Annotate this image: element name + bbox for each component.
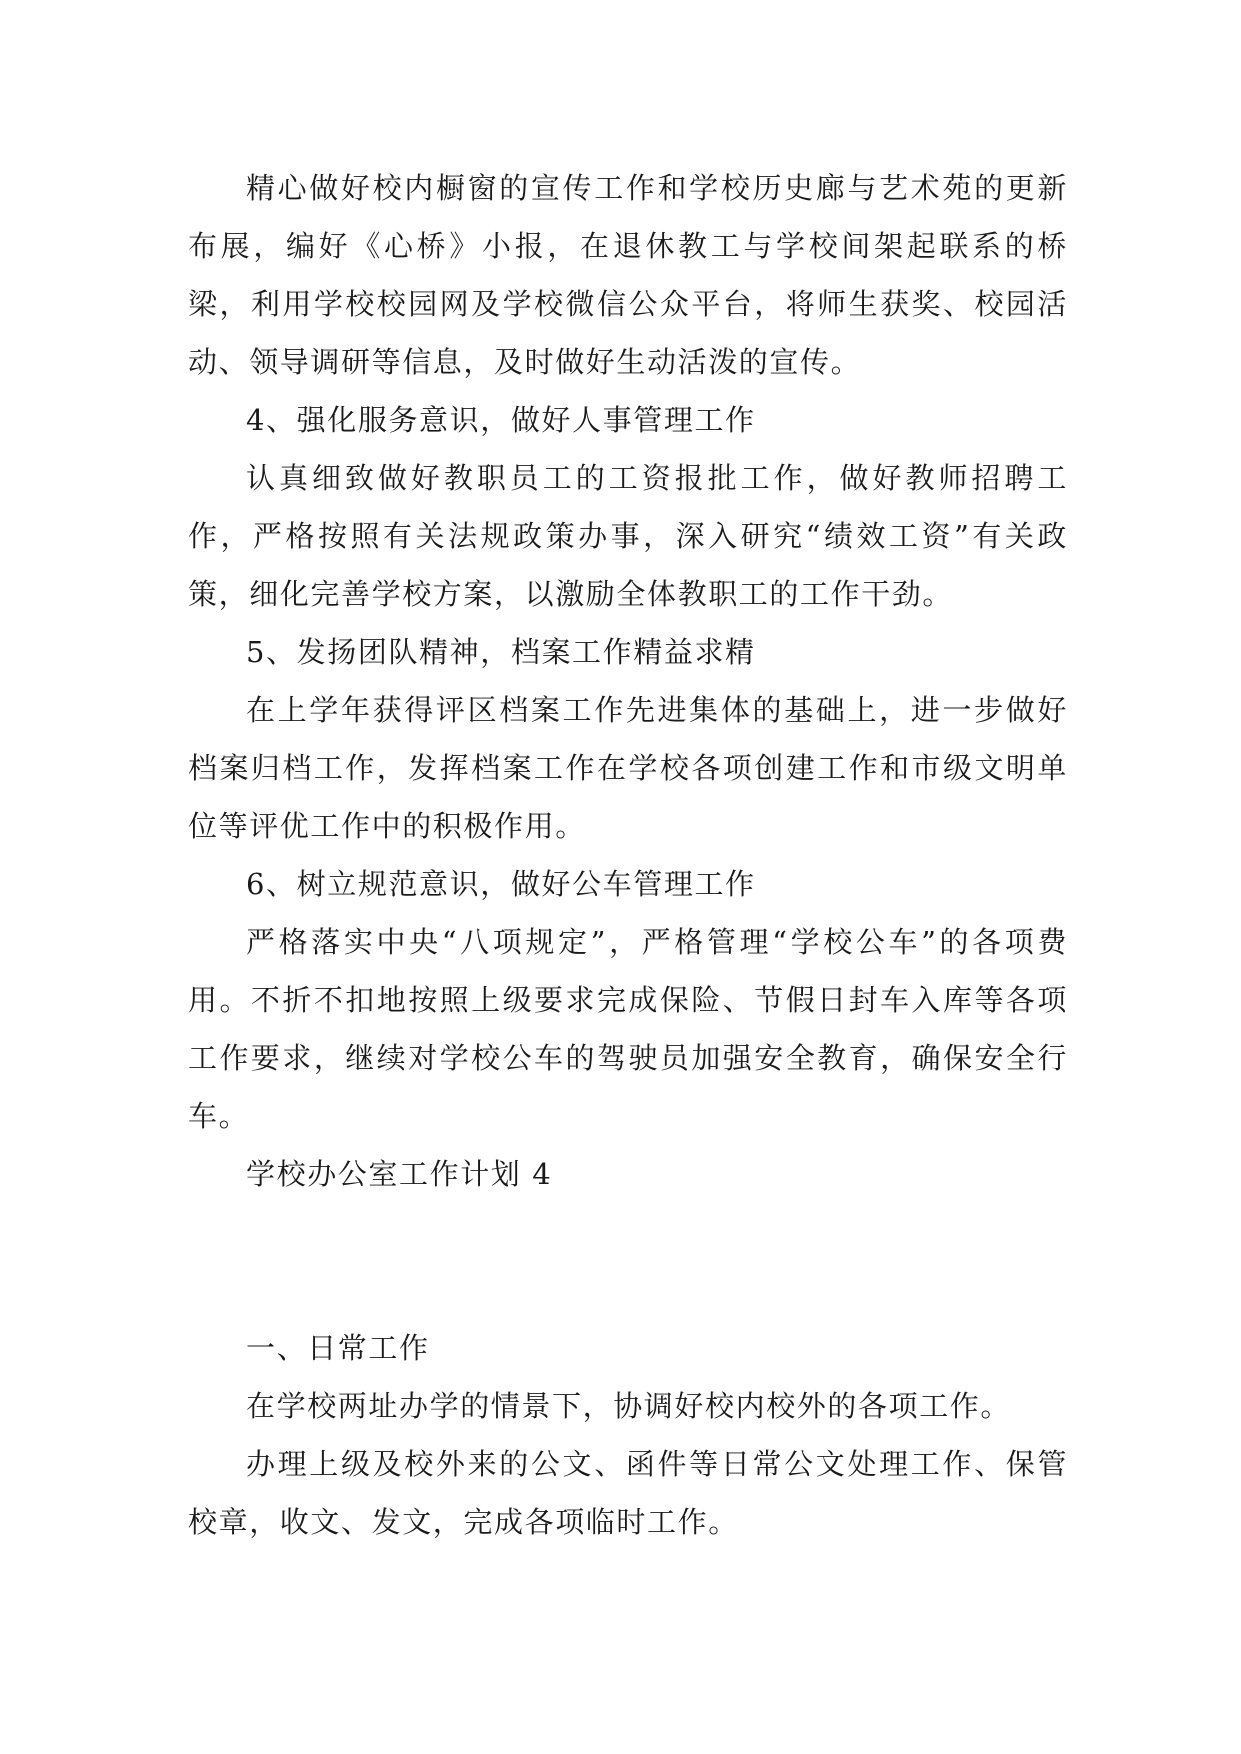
heading-vehicle-management: 6、树立规范意识，做好公车管理工作: [246, 867, 756, 901]
heading-personnel-management: 4、强化服务意识，做好人事管理工作: [246, 403, 756, 437]
paragraph-vehicle-management: 严格落实中央“八项规定”，严格管理“学校公车”的各项费用。不折不扣地按照上级要求完成保险、节假日封车入库等各项工作要求，继续对学校公车的驾驶员加强安全教育，确保安全行车。: [188, 925, 1068, 1133]
paragraph-publicity: 精心做好校内橱窗的宣传工作和学校历史廊与艺术苑的更新布展，编好《心桥》小报，在退休教工与学校间架起联系的桥梁，利用学校校园网及学校微信公众平台，将师生获奖、校园活动、领导调研等信息，及时做好生动活泼的宣传。: [188, 171, 1068, 379]
paragraph-document-handling: 办理上级及校外来的公文、函件等日常公文处理工作、保管校章，收文、发文，完成各项临时工作。: [188, 1447, 1068, 1539]
heading-daily-work: 一、日常工作: [246, 1331, 430, 1365]
section-title-plan-4: 学校办公室工作计划 4: [246, 1157, 553, 1191]
paragraph-archives: 在上学年获得评区档案工作先进集体的基础上，进一步做好档案归档工作，发挥档案工作在学校各项创建工作和市级文明单位等评优工作中的积极作用。: [188, 693, 1068, 843]
paragraph-coordination: 在学校两址办学的情景下，协调好校内校外的各项工作。: [246, 1389, 1012, 1423]
heading-archives: 5、发扬团队精神，档案工作精益求精: [246, 635, 756, 669]
section-spacer: [188, 1203, 1068, 1319]
paragraph-personnel-management: 认真细致做好教职员工的工资报批工作，做好教师招聘工作，严格按照有关法规政策办事，深入研究“绩效工资”有关政策，细化完善学校方案，以激励全体教职工的工作干劲。: [188, 461, 1068, 611]
document-body: [188, 159, 1068, 1551]
